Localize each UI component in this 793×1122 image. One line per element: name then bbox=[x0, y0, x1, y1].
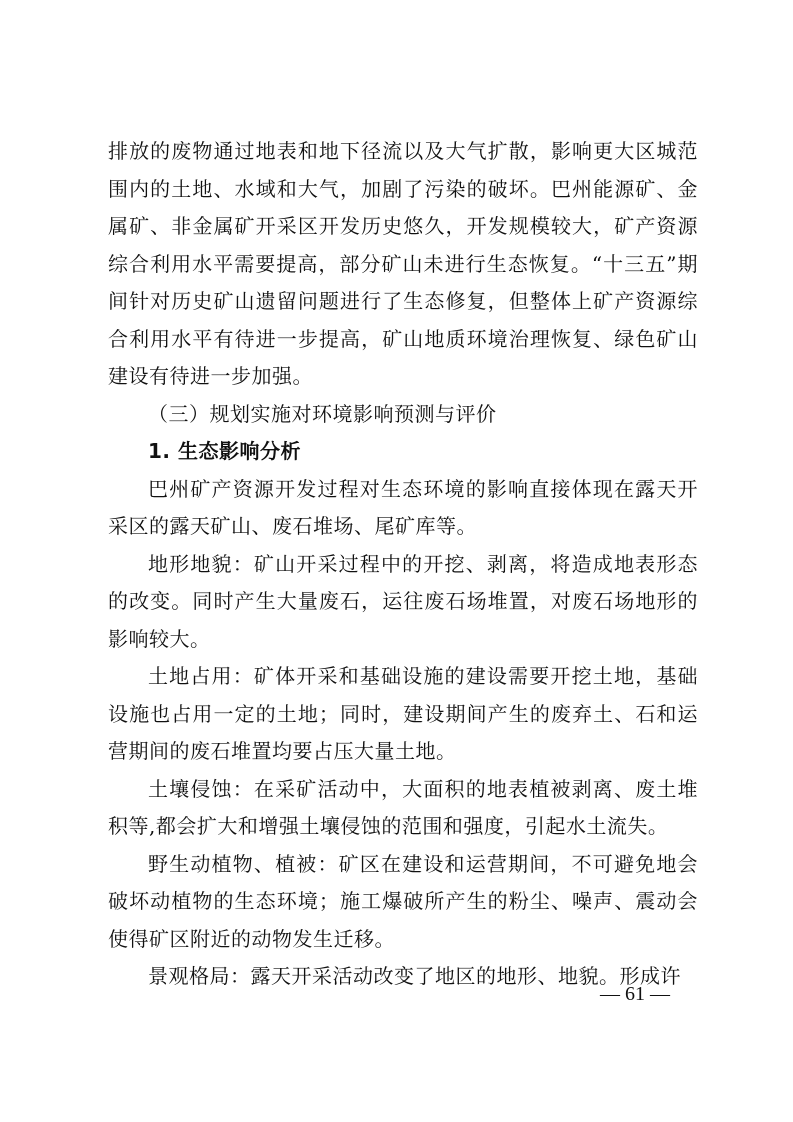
paragraph-terrain: 地形地貌：矿山开采过程中的开挖、剥离，将造成地表形态的改变。同时产生大量废石，运往废石场堆置，对废石场地形的影响较大。 bbox=[108, 551, 698, 651]
subsection-heading-ecology: 1. 生态影响分析 bbox=[148, 439, 301, 463]
document-body bbox=[108, 133, 698, 996]
paragraph-intro: 巴州矿产资源开发过程对生态环境的影响直接体现在露天开采区的露天矿山、废石堆场、尾矿库等。 bbox=[108, 476, 698, 538]
section-heading-3: （三）规划实施对环境影响预测与评价 bbox=[148, 401, 497, 426]
page-number: — 61 — bbox=[600, 983, 670, 1005]
paragraph-pollution-continuation: 排放的废物通过地表和地下径流以及大气扩散，影响更大区城范围内的土地、水域和大气，加剧了污染的破坏。巴州能源矿、金属矿、非金属矿开采区开发历史悠久，开发规模较大，矿产资源综合利用水平需要提高，部分矿山未进行生态恢复。“十三五”期间针对历史矿山遗留问题进行了生态修复，但整体上矿产资源综合利用水平有待进一步提高，矿山地质环境治理恢复、绿色矿山建设有待进一步加强。 bbox=[108, 139, 698, 388]
paragraph-soil-erosion: 土壤侵蚀：在采矿活动中，大面积的地表植被剥离、废土堆积等,都会扩大和增强土壤侵蚀的范围和强度，引起水土流失。 bbox=[108, 776, 698, 838]
paragraph-landscape: 景观格局：露天开采活动改变了地区的地形、地貌。形成许 bbox=[148, 964, 681, 988]
paragraph-land-use: 土地占用：矿体开采和基础设施的建设需要开挖土地，基础设施也占用一定的土地；同时，建设期间产生的废弃土、石和运营期间的废石堆置均要占压大量土地。 bbox=[108, 664, 698, 763]
paragraph-wildlife: 野生动植物、植被：矿区在建设和运营期间，不可避免地会破坏动植物的生态环境；施工爆破所产生的粉尘、噪声、震动会使得矿区附近的动物发生迁移。 bbox=[108, 851, 698, 951]
